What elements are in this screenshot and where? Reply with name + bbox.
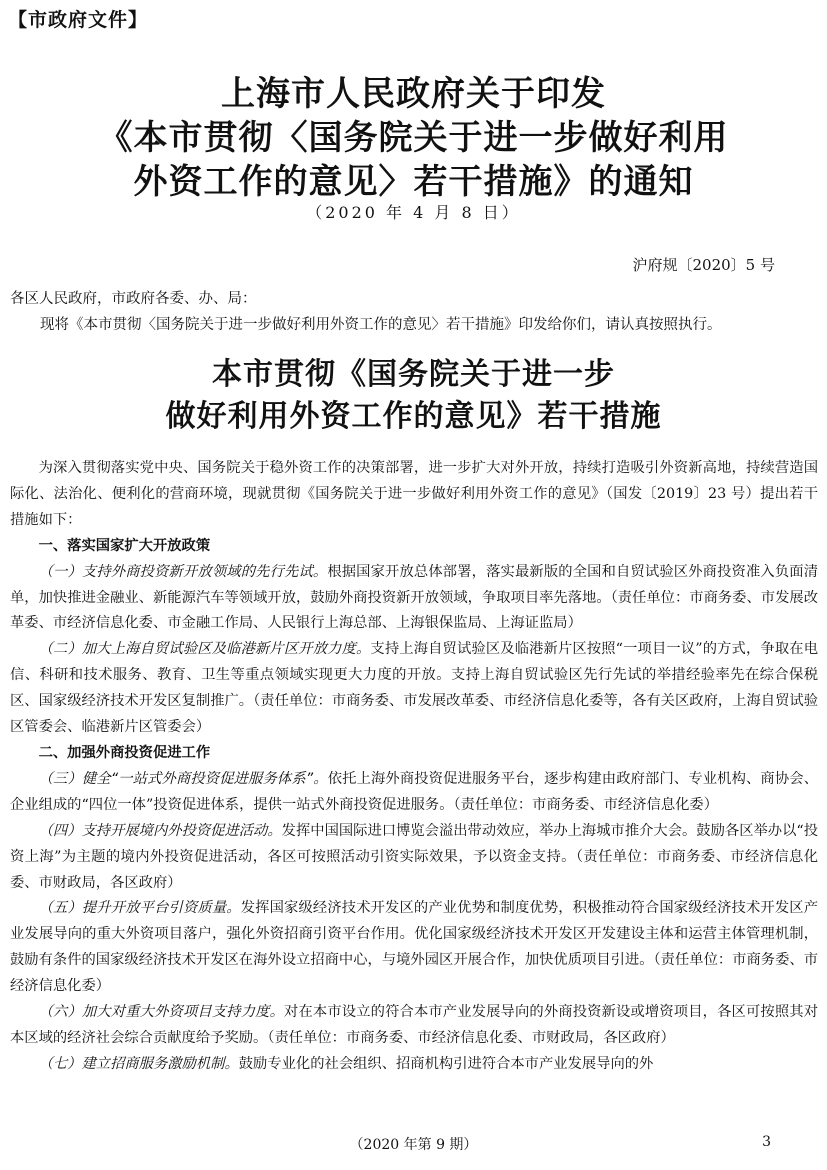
- measure-lead: （六）加大对重大外资项目支持力度。: [38, 1004, 285, 1021]
- section-heading: 二、加强外商投资促进工作: [38, 744, 211, 761]
- addressee: 各区人民政府，市政府各委、办、局：: [10, 291, 257, 307]
- document-title: [0, 72, 827, 204]
- measure-lead: （一）支持外商投资新开放领域的先行先试。: [38, 563, 328, 580]
- measure-lead: （七）建立招商服务激励机制。: [38, 1055, 239, 1072]
- section-heading: 一、落实国家扩大开放政策: [38, 537, 211, 554]
- page-number: 3: [762, 1134, 771, 1150]
- title-line: 外资工作的意见〉若干措施》的通知: [133, 162, 694, 202]
- measure-paragraph: [10, 637, 818, 741]
- measure-lead: （三）健全“一站式外商投资促进服务体系”。: [38, 770, 328, 787]
- measure-paragraph: [10, 1000, 818, 1052]
- measure-text: 鼓励专业化的社会组织、招商机构引进符合本市产业发展导向的外: [238, 1055, 654, 1072]
- intro-paragraph: 为深入贯彻落实党中央、国务院关于稳外资工作的决策部署，进一步扩大对外开放，持续打造吸引外资新高地，持续营造国际化、法治化、便利化的营商环境，现就贯彻《国务院关于进一步做好利用外资工作的意见》（国发〔2019〕23 号）提出若干措施如下：: [10, 460, 818, 528]
- measure-paragraph: [10, 1052, 818, 1078]
- issue-footer: （2020 年第 9 期）: [349, 1137, 478, 1153]
- body-text: [10, 456, 818, 1078]
- measure-paragraph: [10, 896, 818, 1000]
- title-line: 上海市人民政府关于印发: [221, 74, 606, 114]
- measure-text: 支持上海自贸试验区及临港新片区按照“一项目一议”的方式，争取在电信、科研和技术服务、教育、卫生等重点领域实现更大力度的开放。支持上海自贸试验区先行先试的举措经验率先在综合保税区、国家级经济技术开发区复制推广。（责任单位：市商务委、市发展改革委、市经济信息化委等，各有关区政府，上海自贸试验区管委会、临港新片区管委会）: [10, 641, 818, 736]
- measures-title: [0, 354, 827, 438]
- document-date: （2020 年 4 月 8 日）: [306, 203, 521, 222]
- document-number: 沪府规〔2020〕5 号: [632, 256, 775, 274]
- measure-text: 对在本市设立的符合本市产业发展导向的外商投资新设或增资项目，各区可按照其对本区域的经济社会综合贡献度给予奖励。（责任单位：市商务委、市经济信息化委、市财政局，各区政府）: [10, 1004, 819, 1046]
- measure-paragraph: [10, 560, 818, 638]
- measure-lead: （四）支持开展境内外投资促进活动。: [38, 822, 282, 839]
- section-tag: 【市政府文件】: [8, 9, 149, 31]
- measure-lead: （五）提升开放平台引资质量。: [38, 900, 241, 917]
- measure-text: 依托上海外商投资促进服务平台，逐步构建由政府部门、专业机构、商协会、企业组成的“四位一体”投资促进体系，提供一站式外商投资促进服务。（责任单位：市商务委、市经济信息化委）: [10, 770, 819, 813]
- measure-paragraph: [10, 819, 818, 897]
- subtitle-line: 本市贯彻《国务院关于进一步: [212, 357, 615, 392]
- measure-lead: （二）加大上海自贸试验区及临港新片区开放力度。: [38, 641, 371, 658]
- notice-text: 现将《本市贯彻〈国务院关于进一步做好利用外资工作的意见〉若干措施》印发给你们，请认真按照执行。: [40, 317, 722, 333]
- title-line: 《本市贯彻〈国务院关于进一步做好利用: [98, 118, 729, 158]
- measure-text: 发挥国家级经济技术开发区的产业优势和制度优势，积极推动符合国家级经济技术开发区产业发展导向的重大外资项目落户，强化外资招商引资平台作用。优化国家级经济技术开发区开发建设主体和运营主体管理机制，鼓励有条件的国家级经济技术开发区在海外设立招商中心，与境外园区开展合作，加快优质项目引进。（责任单位：市商务委、市经济信息化委）: [10, 900, 819, 995]
- measure-text: 根据国家开放总体部署，落实最新版的全国和自贸试验区外商投资准入负面清单，加快推进金融业、新能源汽车等领域开放，鼓励外商投资新开放领域，争取项目率先落地。（责任单位：市商务委、市发展改革委、市经济信息化委、市金融工作局、人民银行上海总部、上海银保监局、上海证监局）: [10, 563, 818, 632]
- measure-paragraph: [10, 767, 818, 819]
- subtitle-line: 做好利用外资工作的意见》若干措施: [165, 399, 662, 434]
- measure-text: 发挥中国国际进口博览会溢出带动效应，举办上海城市推介大会。鼓励各区举办以“投资上海”为主题的境内外投资促进活动，各区可按照活动引资实际效果，予以资金支持。（责任单位：市商务委、市经济信息化委、市财政局，各区政府）: [10, 822, 819, 891]
